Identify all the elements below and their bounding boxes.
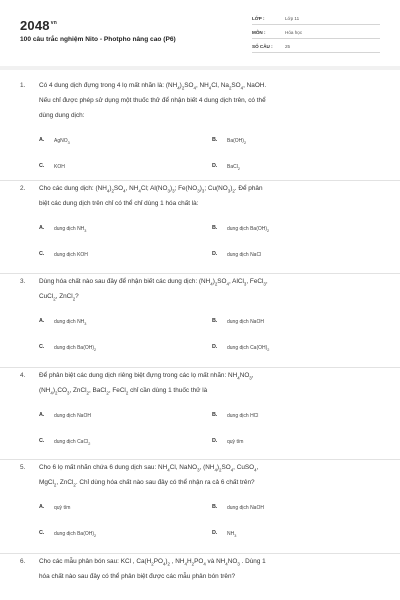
question-text-line: Cho 6 lọ mất nhãn chứa 6 dung dịch sau: $NH_4Cl$, NaNO$_3$, $(NH_4)_2SO_4$, CuSO$_4$, (39, 464, 259, 473)
document-title: 100 câu trắc nghiệm Nito - Photpho nâng cao (P6) (20, 36, 176, 43)
meta-subject-label: MÔN : (252, 30, 266, 35)
question-divider (0, 459, 400, 460)
meta-count-value: 25 (285, 44, 291, 49)
option-text[interactable]: dung dịch NaOH (227, 318, 264, 325)
option-letter[interactable]: A. (39, 504, 45, 510)
question-text-line: $(NH_4)_2CO_3$, ZnCl$_2$, BaCl$_2$, FeCl$_2$ chỉ cần dùng 1 thuốc thử là (39, 387, 208, 396)
option-text[interactable]: dung dịch NaOH (54, 412, 91, 419)
meta-count (252, 43, 380, 53)
option-text[interactable]: quỳ tím (54, 504, 71, 511)
option-text[interactable]: dung dịch HCl (227, 412, 259, 419)
option-text[interactable]: dung dịch $Ba(OH)_2$ (54, 344, 97, 352)
option-letter[interactable]: B. (212, 137, 218, 143)
option-letter[interactable]: C. (39, 163, 45, 169)
question-text-line: biệt các dung dịch trên chỉ có thể chỉ dùng 1 hóa chất là: (39, 200, 199, 207)
question-text-line: Cho các dung dịch: $(NH_4)_2SO_4$, $NH_4Cl$; $Al(NO_3)_3$; $Fe(NO_3)_3$; $Cu(NO_3)_2$. Để phân (39, 185, 263, 194)
question-text-line: Để phân biệt các dung dịch riêng biệt đựng trong các lọ mất nhãn: $NH_4NO_3$, (39, 372, 254, 381)
option-text[interactable]: BaCl$_2$ (227, 163, 240, 171)
option-text[interactable]: dung dịch $NH_3$ (54, 318, 87, 326)
option-letter[interactable]: A. (39, 318, 45, 324)
question-text-line: dùng dung dịch: (39, 112, 85, 119)
meta-class-label: LỚP : (252, 16, 265, 21)
site-logo[interactable] (20, 18, 57, 33)
question-number: 1. (20, 82, 26, 89)
option-text[interactable]: dung dịch NaOH (227, 504, 264, 511)
option-letter[interactable]: B. (212, 225, 218, 231)
question-divider (0, 273, 400, 274)
option-text[interactable]: $NH_3$ (227, 530, 237, 538)
meta-subject (252, 29, 380, 39)
option-text[interactable]: AgNO$_3$ (54, 137, 70, 145)
question-text-line: hóa chất nào sau đây có thể phân biệt được các mẫu phân bón trên? (39, 573, 236, 580)
option-letter[interactable]: B. (212, 412, 218, 418)
option-letter[interactable]: D. (212, 251, 218, 257)
question-text-line: Cho các mẫu phân bón sau: KCl , $Ca(H_2PO_4)_2$ , $NH_4H_2PO_4$ và $NH_4NO_3$ . Dùng 1 (39, 558, 266, 567)
option-text[interactable]: dung dịch NaCl (227, 251, 262, 258)
question-divider (0, 367, 400, 368)
meta-class-value: Lớp 11 (285, 16, 300, 21)
question-number: 3. (20, 278, 26, 285)
option-text[interactable]: $Ba(OH)_2$ (227, 137, 247, 145)
option-text[interactable]: dung dịch KOH (54, 251, 88, 258)
question-number: 6. (20, 558, 26, 565)
question-text-line: Dùng hóa chất nào sau đây để nhận biết các dung dịch: $(NH_4)_2SO_4$, AlCl$_3$, FeCl$_3$, (39, 278, 268, 287)
option-text[interactable]: quỳ tím (227, 438, 244, 445)
option-letter[interactable]: B. (212, 318, 218, 324)
option-text[interactable]: dung dịch $Ba(OH)_2$ (54, 530, 97, 538)
option-letter[interactable]: D. (212, 163, 218, 169)
question-text-line: CuCl$_2$, ZnCl$_2$? (39, 293, 79, 302)
question-text-line: MgCl$_2$, ZnCl$_2$. Chỉ dùng hóa chất nào sau đây có thể nhận ra cả 6 chất trên? (39, 479, 255, 488)
meta-class (252, 15, 380, 25)
document-header (0, 0, 400, 66)
option-letter[interactable]: D. (212, 344, 218, 350)
option-letter[interactable]: A. (39, 137, 45, 143)
question-divider (0, 180, 400, 181)
option-text[interactable]: KOH (54, 163, 65, 170)
option-letter[interactable]: C. (39, 530, 45, 536)
question-number: 4. (20, 372, 26, 379)
option-letter[interactable]: D. (212, 530, 218, 536)
logo-text: 2048 (20, 18, 50, 33)
question-number: 2. (20, 185, 26, 192)
option-letter[interactable]: A. (39, 412, 45, 418)
option-letter[interactable]: C. (39, 251, 45, 257)
option-letter[interactable]: A. (39, 225, 45, 231)
option-letter[interactable]: D. (212, 438, 218, 444)
meta-count-label: SỐ CÂU : (252, 44, 273, 49)
question-text-line: Có 4 dung dịch đựng trong 4 lọ mất nhãn là: $(NH_4)_2SO_4$, $NH_4Cl$, $Na_2SO_4$, NaOH. (39, 82, 267, 91)
option-letter[interactable]: B. (212, 504, 218, 510)
option-text[interactable]: dung dịch CaCl$_2$ (54, 438, 91, 446)
option-letter[interactable]: C. (39, 344, 45, 350)
header-separator (0, 66, 400, 70)
option-text[interactable]: dung dịch $NH_3$ (54, 225, 87, 233)
logo-suffix: vn (50, 20, 57, 26)
meta-subject-value: Hóa học (285, 30, 303, 35)
question-text-line: Nếu chỉ được phép sử dụng một thuốc thử để nhận biết 4 dung dịch trên, có thể (39, 97, 266, 104)
question-divider (0, 553, 400, 554)
option-letter[interactable]: C. (39, 438, 45, 444)
option-text[interactable]: dung dịch $Ba(OH)_2$ (227, 225, 270, 233)
question-number: 5. (20, 464, 26, 471)
option-text[interactable]: dung dịch $Ca(OH)_2$ (227, 344, 270, 352)
